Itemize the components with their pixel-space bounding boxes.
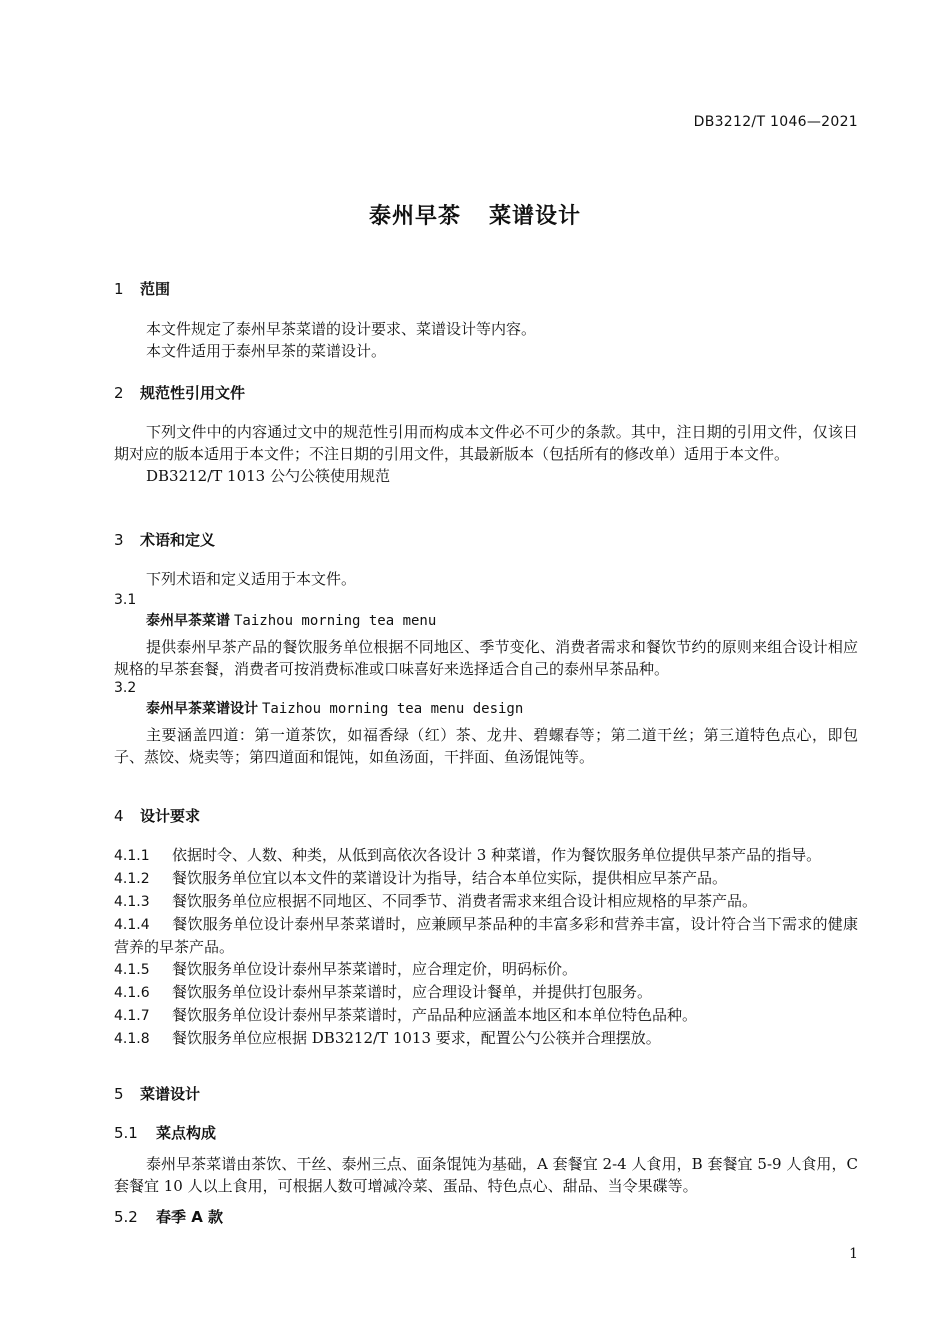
page-number: 1 xyxy=(849,1246,858,1262)
requirement-item: 4.1.4 餐饮服务单位设计泰州早茶菜谱时，应兼顾早茶品种的丰富多彩和营养丰富，设计符合当下需求的健康营养的早茶产品。 xyxy=(114,915,858,956)
requirement-item: 4.1.5 餐饮服务单位设计泰州早茶菜谱时，应合理定价，明码标价。 xyxy=(114,960,578,978)
page-title xyxy=(0,199,950,230)
term-definition: 提供泰州早茶产品的餐饮服务单位根据不同地区、季节变化、消费者需求和餐饮节约的原则来组合设计相应规格的早茶套餐，消费者可按消费标准或口味喜好来选择适合自己的泰州早茶品种。 xyxy=(114,638,858,678)
term-title: 泰州早茶菜谱设计 Taizhou morning tea menu design xyxy=(146,701,524,717)
title-part-2: 菜谱设计 xyxy=(489,204,582,229)
term-definition: 主要涵盖四道：第一道茶饮，如福香绿（红）茶、龙井、碧螺春等；第二道干丝；第三道特色点心，即包子、蒸饺、烧卖等；第四道面和馄饨，如鱼汤面，干拌面、鱼汤馄饨等。 xyxy=(114,726,858,766)
section-3-heading: 3 术语和定义 xyxy=(114,531,216,549)
terms-intro: 下列术语和定义适用于本文件。 xyxy=(146,570,357,588)
requirement-item: 4.1.3 餐饮服务单位应根据不同地区、不同季节、消费者需求来组合设计相应规格的早茶产品。 xyxy=(114,892,758,910)
section-4-heading: 4 设计要求 xyxy=(114,807,201,825)
normative-references-paragraph: 下列文件中的内容通过文中的规范性引用而构成本文件必不可少的条款。其中，注日期的引用文件，仅该日期对应的版本适用于本文件；不注日期的引用文件，其最新版本（包括所有的修改单）适用于本文件。 xyxy=(114,423,858,463)
section-3-body xyxy=(114,568,858,768)
section-1-body xyxy=(114,318,858,362)
term-title: 泰州早茶菜谱 Taizhou morning tea menu xyxy=(146,613,437,629)
requirement-item: 4.1.6 餐饮服务单位设计泰州早茶菜谱时，应合理设计餐单，并提供打包服务。 xyxy=(114,983,653,1001)
document-code: DB3212/T 1046—2021 xyxy=(693,114,858,130)
section-4-body xyxy=(114,844,858,1050)
section-1-heading: 1 范围 xyxy=(114,280,171,298)
requirement-item: 4.1.2 餐饮服务单位宜以本文件的菜谱设计为指导，结合本单位实际，提供相应早茶产品。 xyxy=(114,869,728,887)
requirement-item: 4.1.1 依据时令、人数、种类，从低到高依次各设计 3 种菜谱，作为餐饮服务单位提供早茶产品的指导。 xyxy=(114,846,822,864)
subsection-5-2-heading: 5.2 春季 A 款 xyxy=(114,1208,224,1226)
section-2-heading: 2 规范性引用文件 xyxy=(114,384,246,402)
section-5-heading: 5 菜谱设计 xyxy=(114,1085,201,1103)
scope-paragraph-1: 本文件规定了泰州早茶菜谱的设计要求、菜谱设计等内容。 xyxy=(146,320,537,338)
menu-composition-paragraph: 泰州早茶菜谱由茶饮、干丝、泰州三点、面条馄饨为基础，A 套餐宜 2-4 人食用，B 套餐宜 5-9 人食用，C 套餐宜 10 人以上食用，可根据人数可增减冷菜、蛋品、特色点心、甜品、当令果碟等。 xyxy=(114,1155,858,1195)
requirement-item: 4.1.7 餐饮服务单位设计泰州早茶菜谱时，产品品种应涵盖本地区和本单位特色品种。 xyxy=(114,1006,698,1024)
scope-paragraph-2: 本文件适用于泰州早茶的菜谱设计。 xyxy=(146,342,387,360)
subsection-5-1-heading: 5.1 菜点构成 xyxy=(114,1124,217,1142)
term-number: 3.2 xyxy=(114,680,137,696)
subsection-5-1-body xyxy=(114,1153,858,1197)
term-number: 3.1 xyxy=(114,592,137,608)
reference-entry: DB3212/T 1013 公勺公筷使用规范 xyxy=(146,467,390,485)
requirement-item: 4.1.8 餐饮服务单位应根据 DB3212/T 1013 要求，配置公勺公筷并合理摆放。 xyxy=(114,1029,661,1047)
section-2-body xyxy=(114,421,858,487)
title-part-1: 泰州早茶 xyxy=(368,204,461,229)
